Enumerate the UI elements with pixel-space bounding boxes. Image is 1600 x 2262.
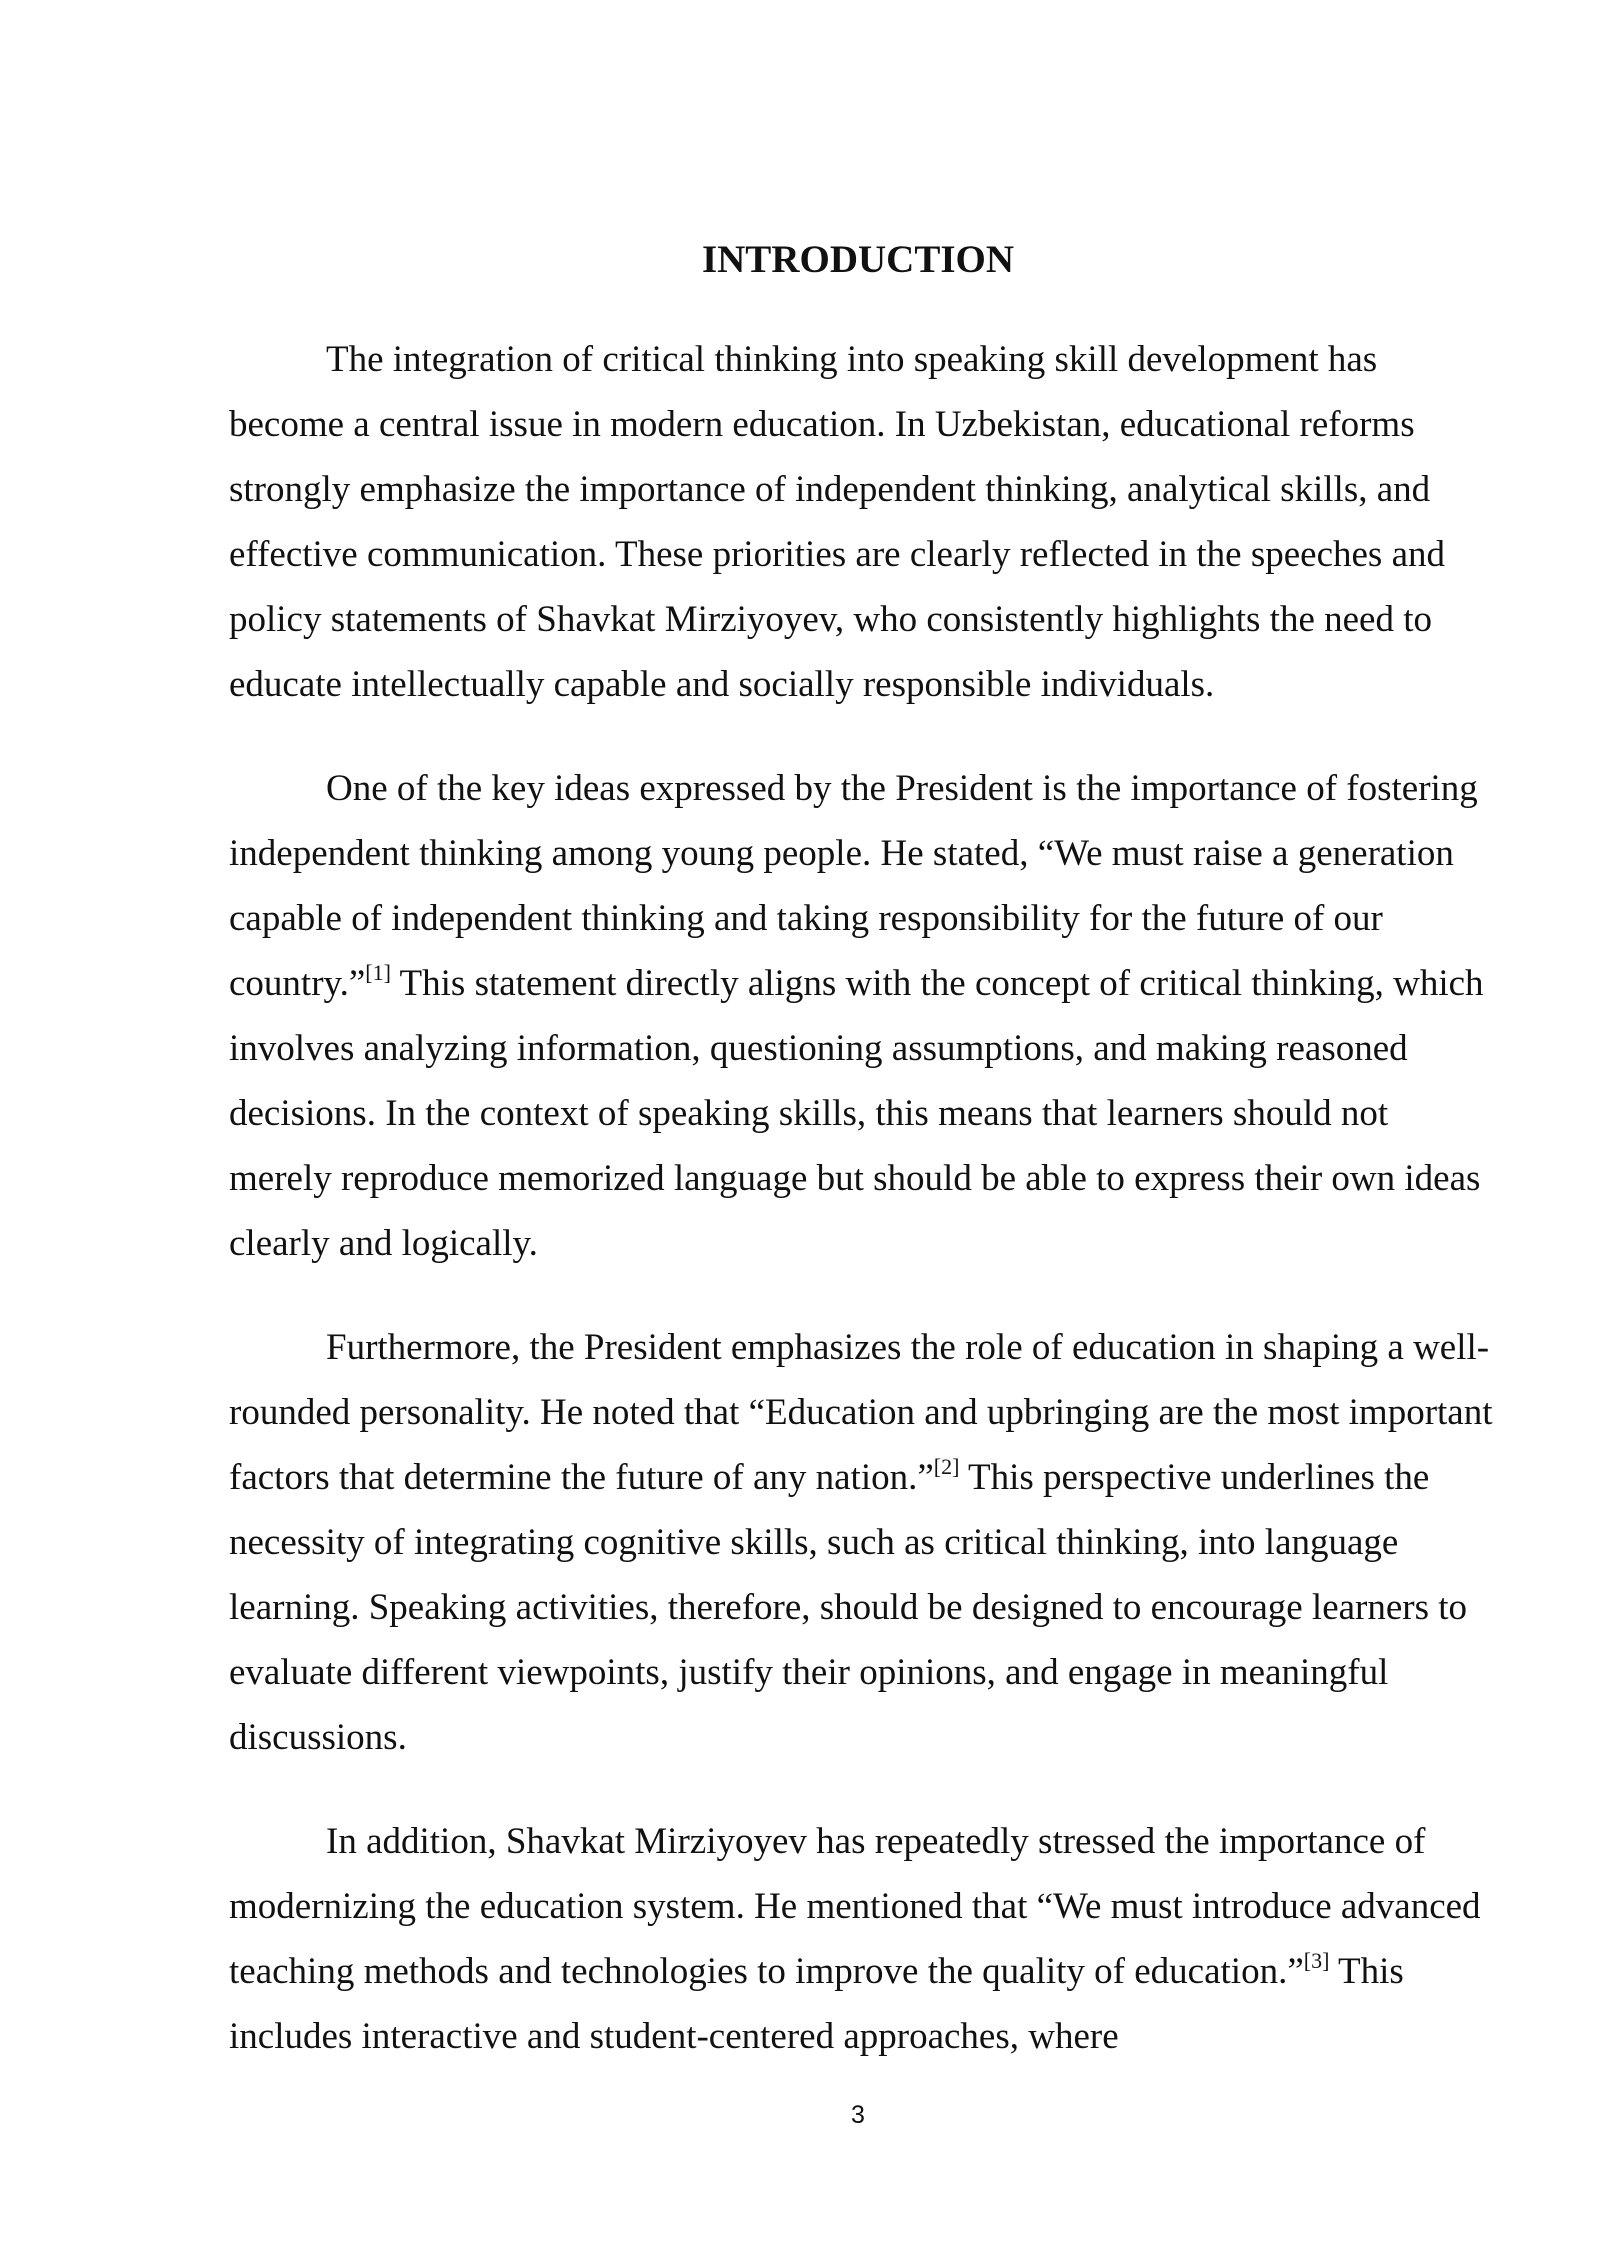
- paragraph-4-text-after: This includes interactive and student-centered approaches, where: [229, 1951, 1404, 2057]
- citation-ref-1: [1]: [365, 959, 391, 985]
- page-title: INTRODUCTION: [701, 238, 1015, 281]
- paragraph-3: [229, 1315, 1495, 1770]
- paragraph-2-text-after: This statement directly aligns with the concept of critical thinking, which involves analyzing information, questioning assumptions, and making reasoned decisions. In the context of speaking skills, this means that learners should not merely reproduce memorized language but should be able to express their own ideas clearly and logically.: [229, 963, 1484, 1264]
- paragraph-1-text: The integration of critical thinking into speaking skill development has become a central issue in modern education. In Uzbekistan, educational reforms strongly emphasize the importance of independent thinking, analytical skills, and effective communication. These priorities are clearly reflected in the speeches and policy statements of Shavkat Mirziyoyev, who consistently highlights the need to educate intellectually capable and socially responsible individuals.: [229, 339, 1445, 705]
- paragraph-4: [229, 1809, 1495, 2069]
- body-text: [229, 327, 1495, 2108]
- citation-ref-3: [3]: [1303, 1947, 1330, 1973]
- paragraph-3-text-after: This perspective underlines the necessity of integrating cognitive skills, such as critical thinking, into language learning. Speaking activities, therefore, should be designed to encourage learners to evaluate different viewpoints, justify their opinions, and engage in meaningful discussions.: [229, 1457, 1468, 1758]
- paragraph-2: [229, 756, 1495, 1276]
- paragraph-3-text-before: Furthermore, the President emphasizes the role of education in shaping a well-rounded personality. He noted that “Education and upbringing are the most important factors that determine the future of any nation.”: [229, 1327, 1493, 1498]
- paragraph-1: [229, 327, 1495, 717]
- paragraph-2-text-before: One of the key ideas expressed by the President is the importance of fostering independent thinking among young people. He stated, “We must raise a generation capable of independent thinking and taking responsibility for the future of our country.”: [229, 768, 1478, 1004]
- citation-ref-2: [2]: [933, 1453, 960, 1479]
- paragraph-4-text-before: In addition, Shavkat Mirziyoyev has repeatedly stressed the importance of modernizing the education system. He mentioned that “We must introduce advanced teaching methods and technologies to improve the quality of education.”: [229, 1821, 1481, 1992]
- page-number: 3: [851, 2101, 865, 2129]
